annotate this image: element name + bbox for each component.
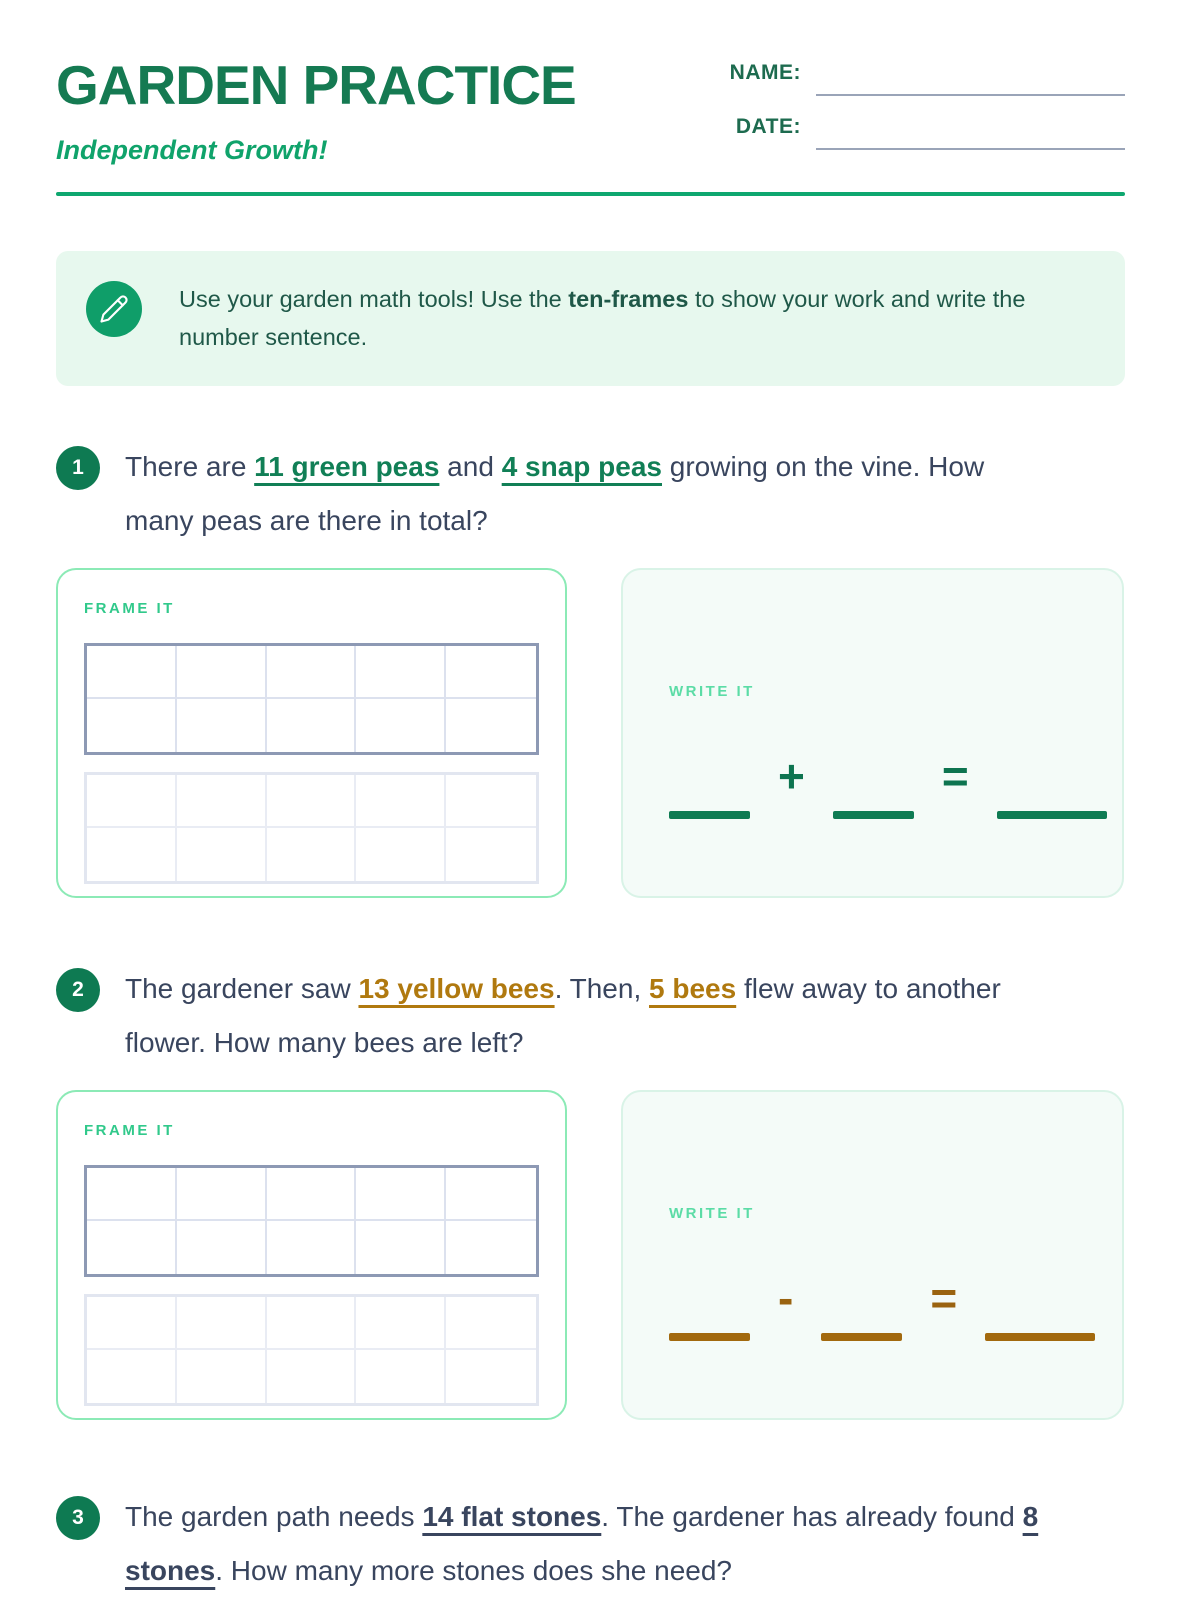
instruction-text: Use your garden math tools! Use the ten-frames to show your work and write the number sentence. xyxy=(179,286,1026,350)
ten-frame-cell[interactable] xyxy=(177,1168,267,1221)
ten-frame-cell[interactable] xyxy=(446,1168,536,1221)
ten-frame-cell[interactable] xyxy=(87,775,177,828)
ten-frame-cell[interactable] xyxy=(87,646,177,699)
problem-number-badge: 3 xyxy=(56,1496,100,1540)
problem-2 xyxy=(56,962,1125,1420)
ten-frame-cell[interactable] xyxy=(87,1221,177,1274)
problem-1 xyxy=(56,440,1125,898)
ten-frame-cell[interactable] xyxy=(177,699,267,752)
title-block xyxy=(56,54,576,168)
write-it-label: WRITE IT xyxy=(669,1205,755,1222)
accent-value: 13 yellow bees xyxy=(358,973,555,1004)
ten-frame-cell[interactable] xyxy=(267,1168,357,1221)
ten-frame-cell[interactable] xyxy=(267,1350,357,1403)
answer-blank[interactable] xyxy=(833,811,914,819)
ten-frame-cell[interactable] xyxy=(267,1297,357,1350)
ten-frame-cell[interactable] xyxy=(356,1221,446,1274)
problem-number-badge: 2 xyxy=(56,968,100,1012)
ten-frame-cell[interactable] xyxy=(446,1350,536,1403)
page-subtitle: Independent Growth! xyxy=(56,135,328,165)
problem-text: The garden path needs 14 flat stones. The gardener has already found 8 stones. How many more stones does she need? xyxy=(125,1501,1039,1586)
ten-frame-cell[interactable] xyxy=(267,699,357,752)
ten-frame-cell[interactable] xyxy=(446,828,536,881)
answer-blank[interactable] xyxy=(821,1333,902,1341)
equals-sign: = xyxy=(941,750,969,802)
ten-frame-top[interactable] xyxy=(84,1165,539,1277)
ten-frame-cell[interactable] xyxy=(87,828,177,881)
name-input-line[interactable] xyxy=(816,94,1125,96)
write-it-card xyxy=(621,1090,1124,1420)
accent-value: 8 stones xyxy=(125,1501,1039,1586)
ten-frame-cell[interactable] xyxy=(177,1221,267,1274)
divider xyxy=(56,192,1125,196)
equals-sign: = xyxy=(930,1272,958,1324)
number-sentence xyxy=(669,750,1122,819)
accent-value: 4 snap peas xyxy=(501,451,662,482)
accent-value: 14 flat stones xyxy=(422,1501,602,1532)
ten-frame-cell[interactable] xyxy=(356,1297,446,1350)
ten-frame-cell[interactable] xyxy=(267,1221,357,1274)
ten-frame-cell[interactable] xyxy=(177,828,267,881)
ten-frame-cell[interactable] xyxy=(356,646,446,699)
accent-value: 11 green peas xyxy=(254,451,440,482)
problem-1-cards xyxy=(56,568,1125,898)
write-it-card xyxy=(621,568,1124,898)
name-label: NAME: xyxy=(729,61,801,84)
ten-frame-cell[interactable] xyxy=(446,775,536,828)
date-label: DATE: xyxy=(735,115,801,138)
ten-frame-bottom[interactable] xyxy=(84,1294,539,1406)
number-sentence xyxy=(669,1272,1122,1341)
answer-blank[interactable] xyxy=(985,1333,1095,1341)
date-row xyxy=(723,114,1125,150)
frame-it-label: FRAME IT xyxy=(84,1122,175,1139)
ten-frame-cell[interactable] xyxy=(356,699,446,752)
ten-frame-cell[interactable] xyxy=(267,828,357,881)
problem-3 xyxy=(56,1490,1125,1598)
frame-it-card xyxy=(56,568,567,898)
ten-frame-cell[interactable] xyxy=(356,1168,446,1221)
write-it-label: WRITE IT xyxy=(669,683,755,700)
ten-frame-cell[interactable] xyxy=(177,1350,267,1403)
ten-frame-cell[interactable] xyxy=(267,646,357,699)
frame-it-card xyxy=(56,1090,567,1420)
problem-3-header xyxy=(56,1490,1125,1598)
minus-operator: - xyxy=(778,1272,794,1324)
header xyxy=(56,54,1125,168)
ten-frame-top[interactable] xyxy=(84,643,539,755)
ten-frame-cell[interactable] xyxy=(446,699,536,752)
ten-frame-cell[interactable] xyxy=(177,646,267,699)
ten-frame-cell[interactable] xyxy=(87,699,177,752)
answer-blank[interactable] xyxy=(669,1333,750,1341)
ten-frame-cell[interactable] xyxy=(446,1297,536,1350)
ten-frame-cell[interactable] xyxy=(177,775,267,828)
ten-frame-cell[interactable] xyxy=(87,1168,177,1221)
answer-blank[interactable] xyxy=(997,811,1107,819)
problem-2-header xyxy=(56,962,1125,1070)
ten-frame-cell[interactable] xyxy=(356,828,446,881)
problem-number-badge: 1 xyxy=(56,446,100,490)
problem-1-header xyxy=(56,440,1125,548)
instruction-box xyxy=(56,251,1125,386)
ten-frame-cell[interactable] xyxy=(87,1350,177,1403)
date-input-line[interactable] xyxy=(816,148,1125,150)
problem-text: The gardener saw 13 yellow bees. Then, 5 bees flew away to another flower. How many bees are left? xyxy=(125,973,1001,1058)
problem-text: There are 11 green peas and 4 snap peas growing on the vine. How many peas are there in total? xyxy=(125,451,985,536)
name-date-fields xyxy=(723,60,1125,168)
ten-frame-bottom[interactable] xyxy=(84,772,539,884)
ten-frame-cell[interactable] xyxy=(177,1297,267,1350)
problem-2-cards xyxy=(56,1090,1125,1420)
name-row xyxy=(723,60,1125,96)
ten-frame-cell[interactable] xyxy=(446,1221,536,1274)
ten-frame-cell[interactable] xyxy=(356,775,446,828)
accent-value: 5 bees xyxy=(649,973,737,1004)
ten-frame-cell[interactable] xyxy=(446,646,536,699)
plus-operator: + xyxy=(778,750,805,802)
ten-frame-cell[interactable] xyxy=(356,1350,446,1403)
ten-frame-cell[interactable] xyxy=(87,1297,177,1350)
page-title: GARDEN PRACTICE xyxy=(56,54,576,116)
frame-it-label: FRAME IT xyxy=(84,600,175,617)
ten-frame-cell[interactable] xyxy=(267,775,357,828)
pencil-icon xyxy=(86,281,142,337)
answer-blank[interactable] xyxy=(669,811,750,819)
instruction-bold-term: ten-frames xyxy=(568,286,689,312)
